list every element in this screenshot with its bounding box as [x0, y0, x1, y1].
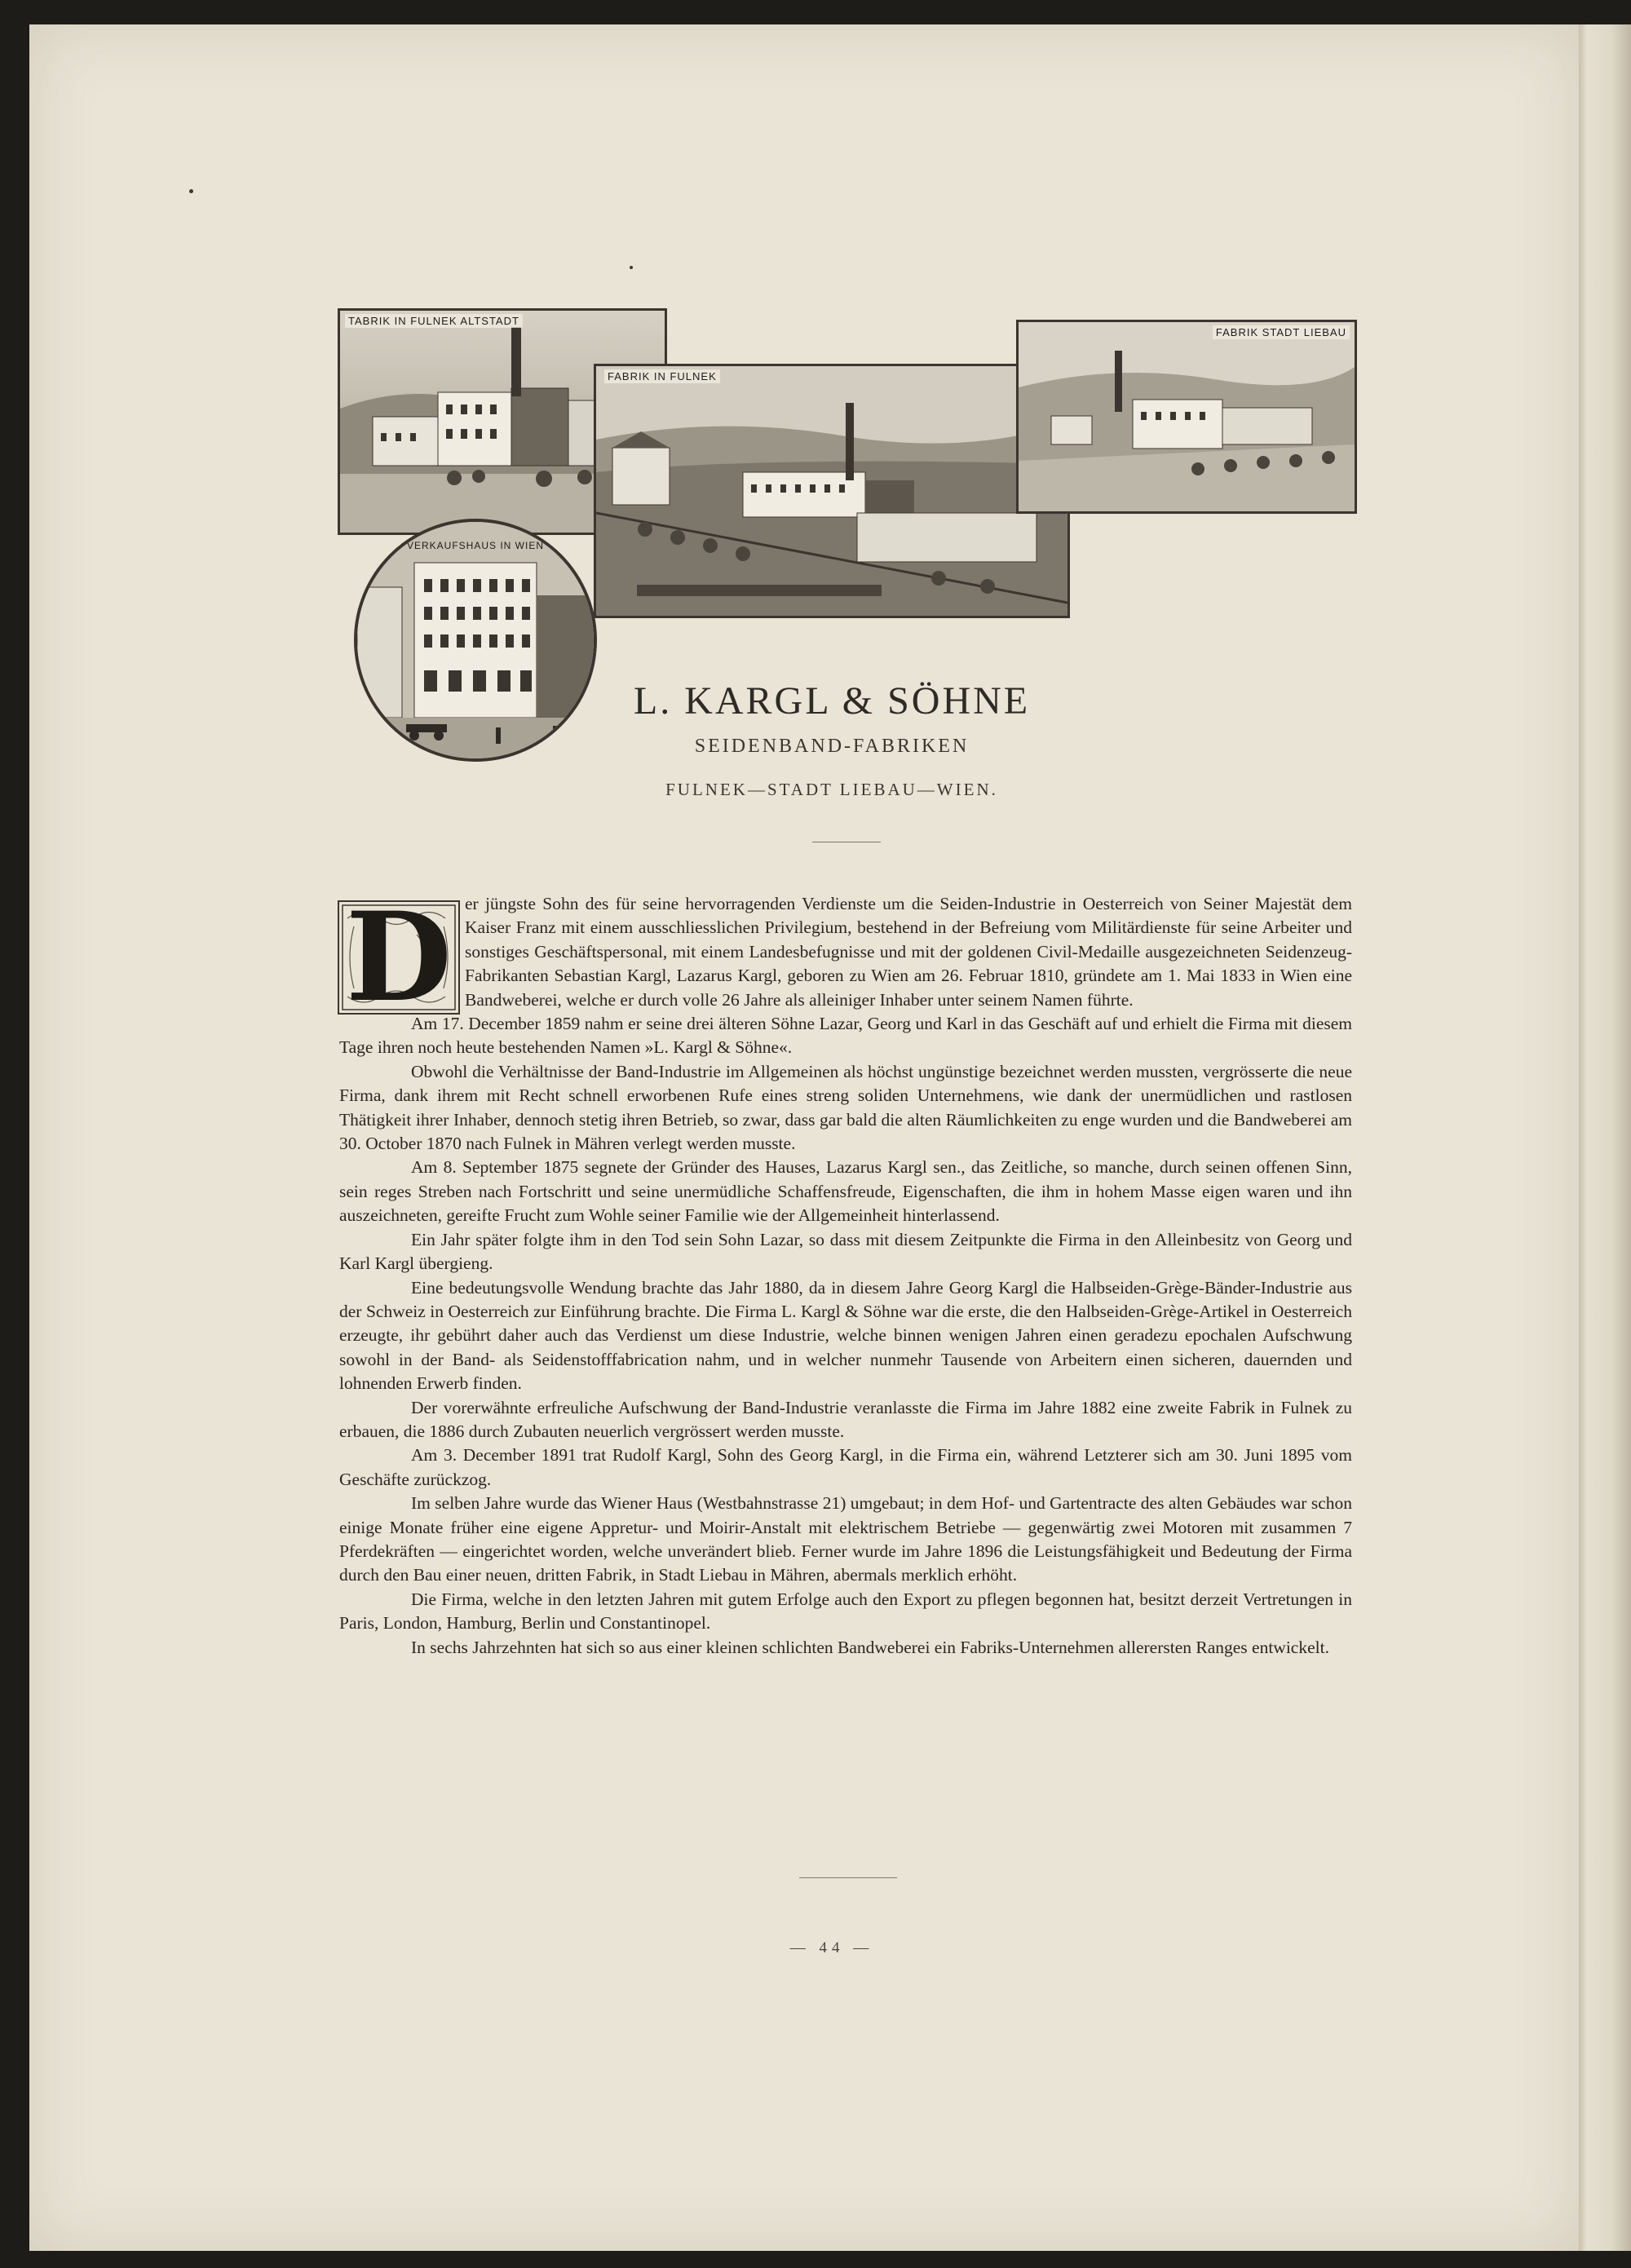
paragraph: Obwohl die Verhältnisse der Band-Industrie im Allgemeinen als höchst ungünstige bezeichnet werden mussten, vergrösserte die neue Firma, dank ihrem mit Recht schnell erworbenen Rufe eines streng soliden Unternehmens, wie dank der unermüdlichen und rastlosen Thätigkeit ihrer Inhaber, dennoch stetig ihren Betrieb, so zwar, dass gar bald die alten Räumlichkeiten zu enge wurden und die Bandweberei am 30. October 1870 nach Fulnek in Mähren verlegt werden musste. [339, 1061, 1352, 1154]
page-number: — 44 — [789, 1939, 874, 1956]
company-subtitle: SEIDENBAND-FABRIKEN [694, 736, 970, 757]
illustration-verkaufshaus-wien [354, 519, 597, 762]
paragraph: Der vorerwähnte erfreuliche Aufschwung der Band-Industrie veranlasste die Firma im Jahre 1882 eine zweite Fabrik in Fulnek zu erbauen, die 1886 durch Zubauten neuerlich vergrössert werden musste. [339, 1397, 1352, 1441]
dropcap-spacer [339, 892, 465, 1008]
illustration-fabrik-fulnek [594, 364, 1070, 618]
factory-engraving [596, 366, 1067, 616]
paragraph: er jüngste Sohn des für seine hervorragenden Verdienste um die Seiden-Industrie in Oesterreich von Seiner Majestät dem Kaiser Franz mit einem ausschliesslichen Privilegium, bestehend in der Befreiung vom Militärdienste für seine Arbeiter und sonstiges Geschäftspersonal, mit einem Landesbefugnisse und mit der goldenen Civil-Medaille ausgezeichneten Seidenzeug-Fabrikanten Sebastian Kargl, Lazarus Kargl, geboren zu Wien am 26. Februar 1810, gründete am 1. Mai 1833 in Wien eine Bandweberei, welche er durch volle 26 Jahre als alleiniger Inhaber unter seinem Namen führte. [465, 894, 1352, 1010]
illustration-label: FABRIK STADT LIEBAU [1213, 325, 1350, 339]
paragraph: Ein Jahr später folgte ihm in den Tod sein Sohn Lazar, so dass mit diesem Zeitpunkte die Firma in den Alleinbesitz von Georg und Karl Kargl übergieng. [339, 1229, 1352, 1274]
company-locations: FULNEK—STADT LIEBAU—WIEN. [665, 780, 998, 799]
paragraph: Am 17. December 1859 nahm er seine drei älteren Söhne Lazar, Georg und Karl in das Geschäft auf und erhielt die Firma mit diesem Tage ihren noch heute bestehenden Namen »L. Kargl & Söhne«. [339, 1014, 1352, 1058]
facing-page-edge [1579, 24, 1631, 2251]
dropcap-letter: D [345, 886, 453, 1029]
illustration-fabrik-stadt-liebau [1016, 320, 1357, 514]
paper-speck [630, 266, 633, 269]
illustration-label: TABRIK IN FULNEK ALTSTADT [345, 314, 523, 328]
closing-divider [799, 1877, 897, 1878]
paragraph: Im selben Jahre wurde das Wiener Haus (Westbahnstrasse 21) umgebaut; in dem Hof- und Gartentracte des alten Gebäudes war schon einige Monate früher eine eigene Appretur- und Moirir-Anstalt mit elektrischem Betriebe — gegenwärtig zwei Motoren mit zusammen 7 Pferdekräften — eingerichtet worden, welche unverändert blieb. Ferner wurde im Jahre 1896 die Leistungsfähigkeit und Bedeutung der Firma durch den Bau einer neuen, dritten Fabrik, in Stadt Liebau in Mähren, abermals merklich erhöht. [339, 1493, 1352, 1585]
illustration-label: FABRIK IN FULNEK [604, 369, 720, 383]
paragraph: Am 8. September 1875 segnete der Gründer des Hauses, Lazarus Kargl sen., das Zeitliche, so manche, durch seinen offenen Sinn, sein reges Streben nach Fortschritt und seine unermüdliche Schaffensfreude, Eigenschaften, die ihm in hohem Masse eigen waren und ihn auszeichneten, gereifte Frucht zum Wohle seiner Familie wie der Allgemeinheit hinterlassend. [339, 1157, 1352, 1226]
factory-engraving [1019, 322, 1355, 511]
paper-speck [189, 189, 193, 193]
company-title: L. KARGL & SÖHNE [633, 679, 1031, 723]
illustration-label: VERKAUFSHAUS IN WIEN [406, 540, 545, 551]
paragraph: Die Firma, welche in den letzten Jahren mit gutem Erfolge auch den Export zu pflegen begonnen hat, besitzt derzeit Vertretungen in Paris, London, Hamburg, Berlin und Constantinopel. [339, 1589, 1352, 1634]
article-body [339, 886, 1352, 1660]
paragraph: In sechs Jahrzehnten hat sich so aus einer kleinen schlichten Bandweberei ein Fabriks-Unternehmen allerersten Ranges entwickelt. [411, 1637, 1329, 1657]
paragraph: Eine bedeutungsvolle Wendung brachte das Jahr 1880, da in diesem Jahre Georg Kargl die Halbseiden-Grège-Bänder-Industrie aus der Schweiz in Oesterreich zur Einführung brachte. Die Firma L. Kargl & Söhne war die erste, die den Halbseiden-Grège-Artikel in Oesterreich erzeugte, ihr gebührt daher auch das Verdienst um diese Industrie, welche binnen wenigen Jahren einen geradezu epochalen Aufschwung sowohl in der Band- als Seidenstofffabrication nahm, und in welcher nunmehr Tausende von Arbeitern einen sicheren, dauernden und lohnenden Erwerb finden. [339, 1277, 1352, 1394]
paragraph: Am 3. December 1891 trat Rudolf Kargl, Sohn des Georg Kargl, in die Firma ein, während Letzterer sich am 30. Juni 1895 vom Geschäfte zurückzog. [339, 1445, 1352, 1489]
building-engraving [357, 522, 594, 758]
